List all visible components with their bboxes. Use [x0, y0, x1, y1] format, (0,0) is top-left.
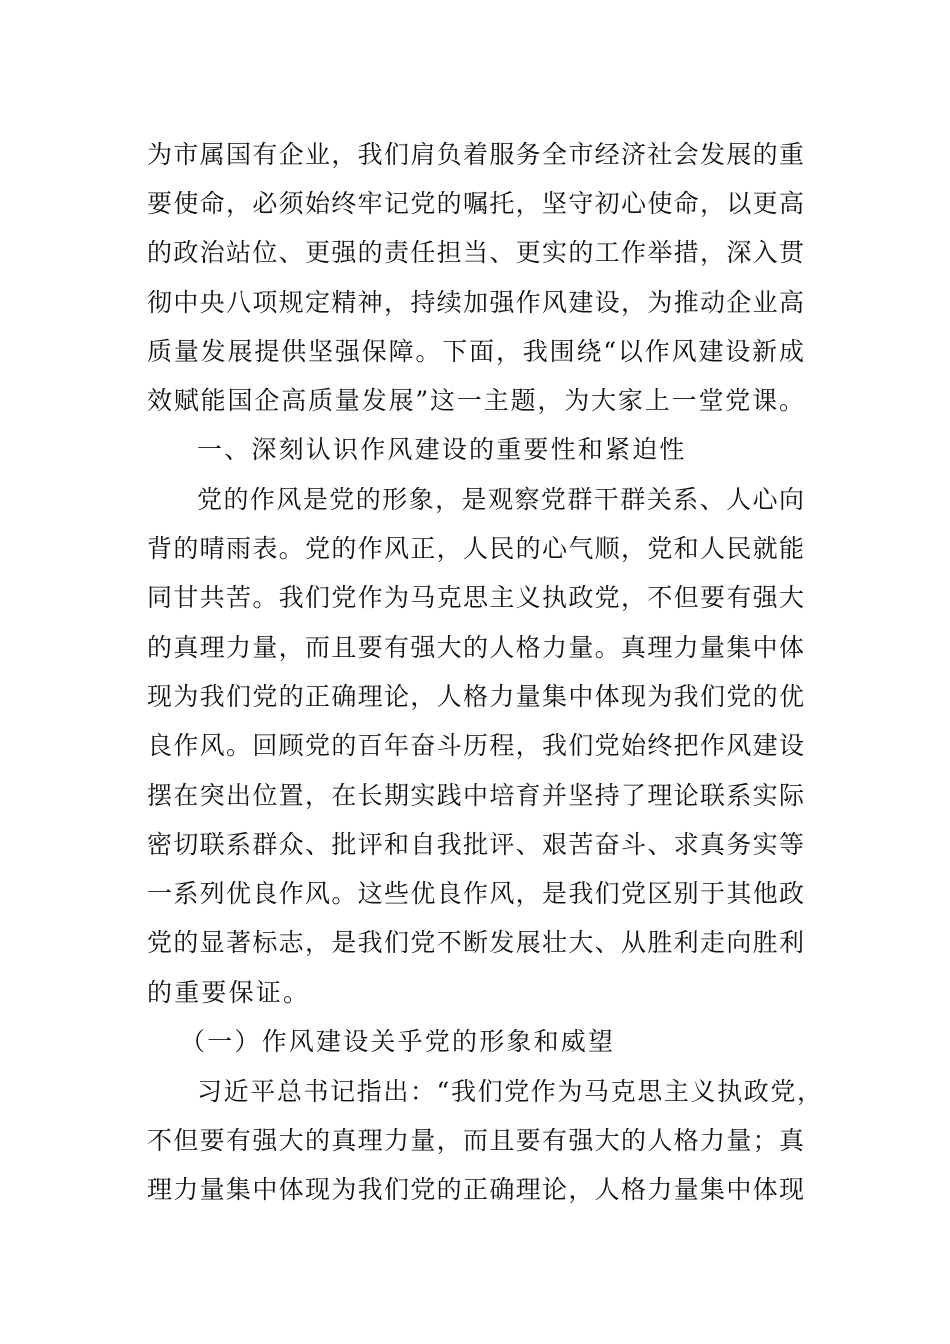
paragraph-line: 背的晴雨表。党的作风正，人民的心气顺，党和人民就能: [147, 534, 804, 563]
paragraph-line: 一系列优良作风。这些优良作风，是我们党区别于其他政: [147, 879, 804, 908]
paragraph-line: 的重要保证。: [147, 978, 311, 1007]
paragraph-line: 为市属国有企业，我们肩负着服务全市经济社会发展的重: [147, 140, 804, 169]
paragraph-line: 现为我们党的正确理论，人格力量集中体现为我们党的优: [147, 682, 804, 711]
paragraph-line: 不但要有强大的真理力量，而且要有强大的人格力量；真: [147, 1126, 804, 1155]
paragraph-line: 良作风。回顾党的百年奋斗历程，我们党始终把作风建设: [147, 731, 804, 760]
paragraph-line: 质量发展提供坚强保障。下面，我围绕“以作风建设新成: [147, 337, 804, 366]
paragraph-line: 的政治站位、更强的责任担当、更实的工作举措，深入贯: [147, 238, 804, 267]
paragraph-line: 党的作风是党的形象，是观察党群干群关系、人心向: [197, 485, 804, 514]
subsection-heading: （一）作风建设关乎党的形象和威望: [180, 1027, 616, 1056]
paragraph-line: 密切联系群众、批评和自我批评、艰苦奋斗、求真务实等: [147, 830, 804, 859]
paragraph-line: 彻中央八项规定精神，持续加强作风建设，为推动企业高: [147, 288, 804, 317]
paragraph-line: 的真理力量，而且要有强大的人格力量。真理力量集中体: [147, 633, 804, 662]
paragraph-line: 理力量集中体现为我们党的正确理论，人格力量集中体现: [147, 1175, 804, 1204]
paragraph-line: 同甘共苦。我们党作为马克思主义执政党，不但要有强大: [147, 583, 804, 612]
paragraph-line: 效赋能国企高质量发展”这一主题，为大家上一堂党课。: [147, 386, 804, 415]
paragraph-line: 要使命，必须始终牢记党的嘱托，坚守初心使命，以更高: [147, 189, 804, 218]
paragraph-line: 习近平总书记指出：“我们党作为马克思主义执政党，: [197, 1077, 822, 1106]
paragraph-line: 摆在突出位置，在长期实践中培育并坚持了理论联系实际: [147, 781, 804, 810]
section-heading: 一、深刻认识作风建设的重要性和紧迫性: [197, 435, 687, 464]
paragraph-line: 党的显著标志，是我们党不断发展壮大、从胜利走向胜利: [147, 928, 804, 957]
